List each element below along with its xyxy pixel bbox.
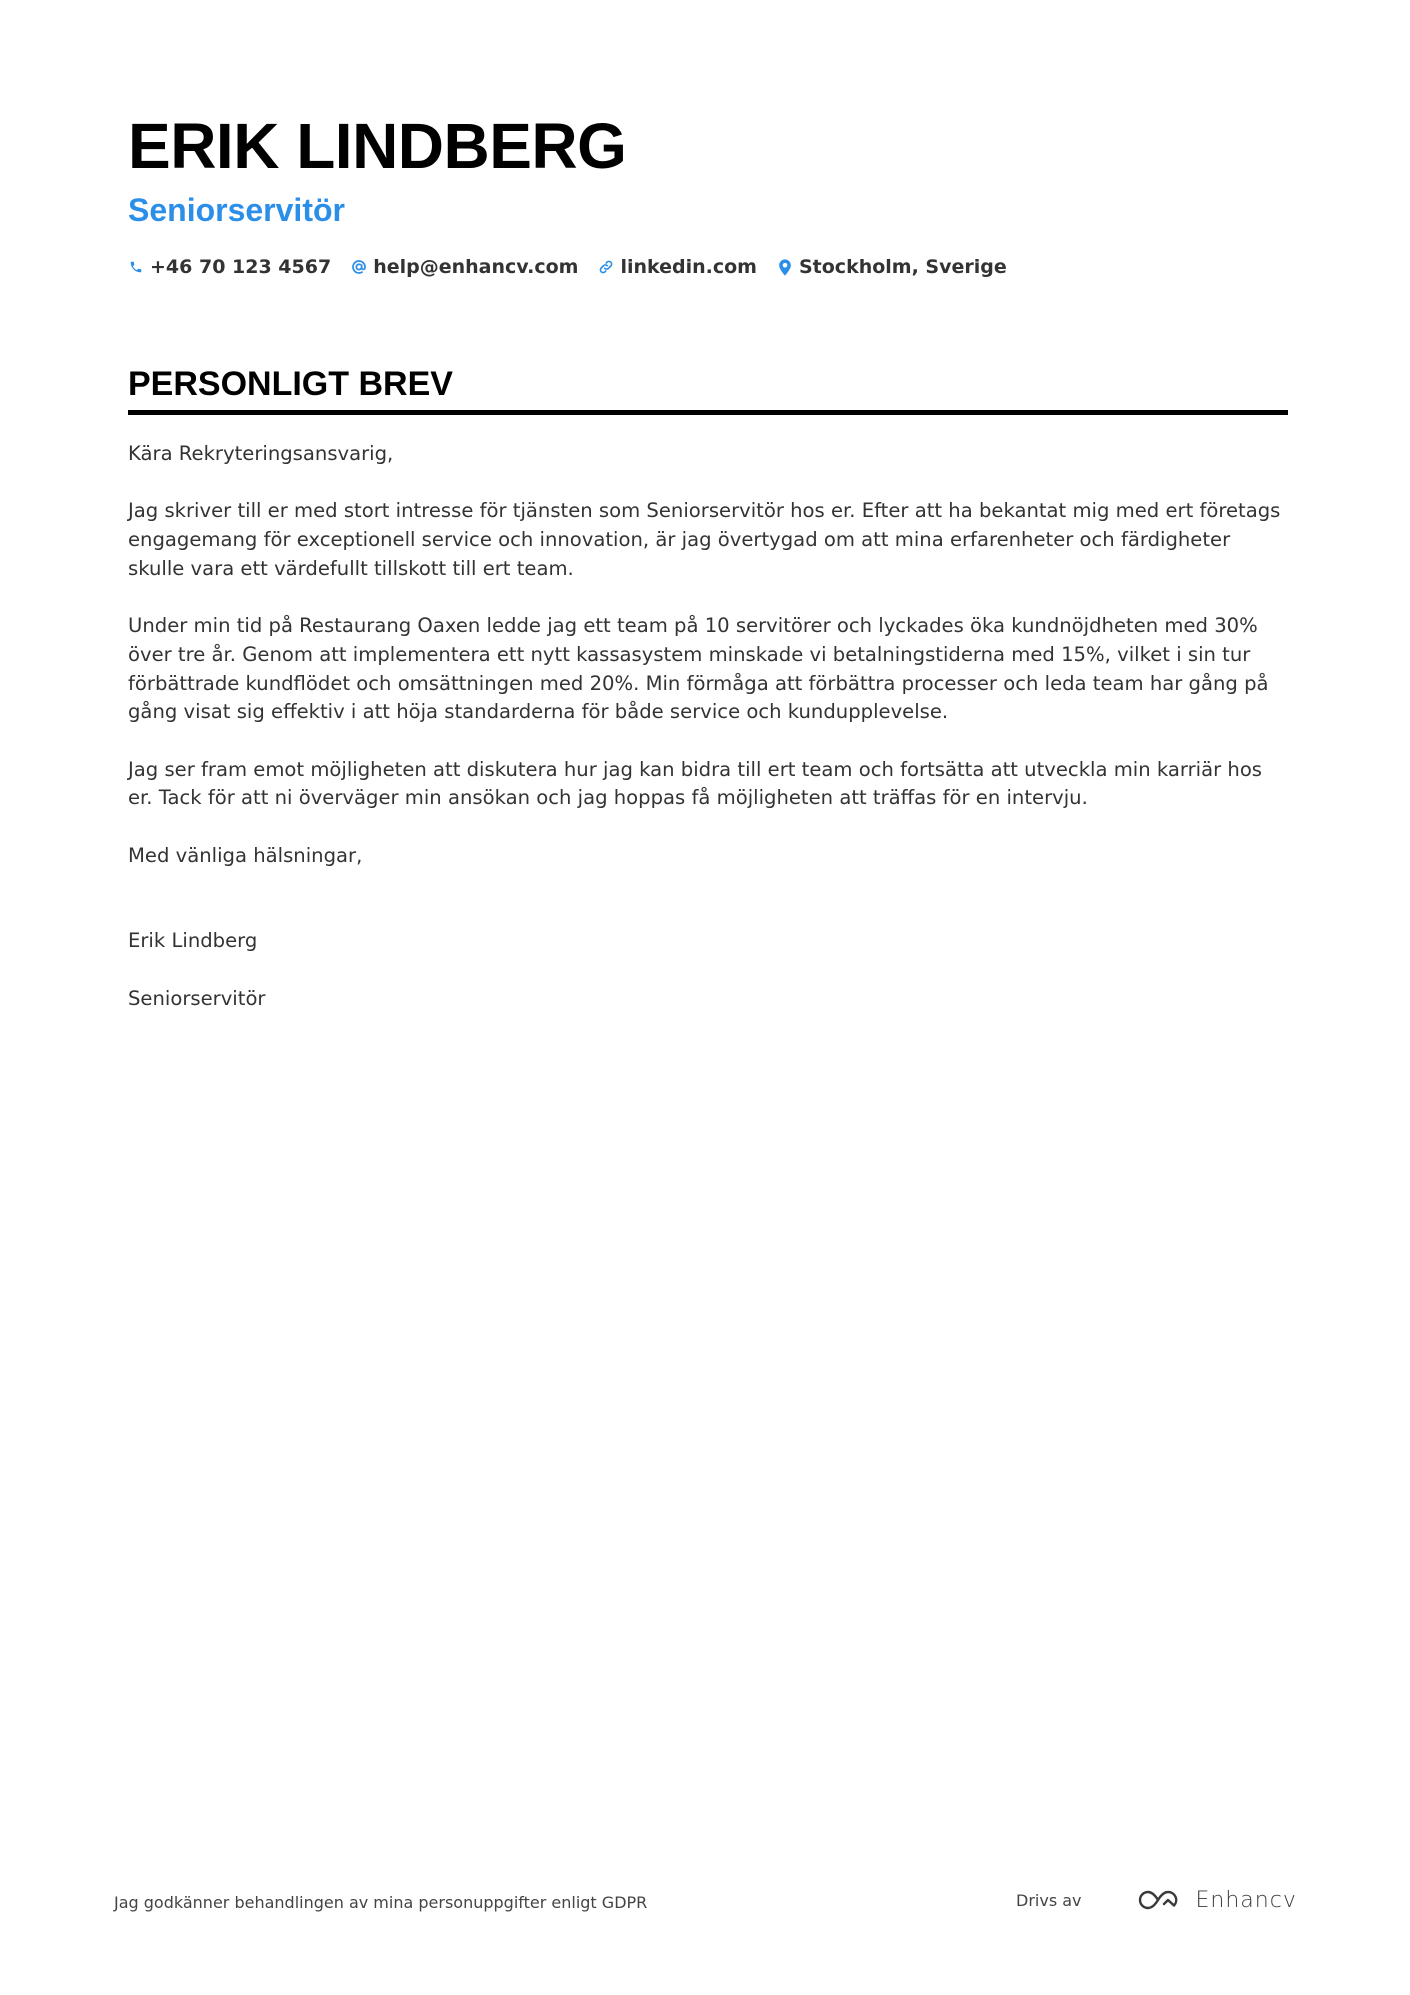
- signature-name: Erik Lindberg: [128, 929, 258, 953]
- applicant-title: Seniorservitör: [128, 192, 345, 228]
- section-divider: [128, 410, 1288, 415]
- phone-icon: [128, 258, 144, 276]
- enhancv-brand-link[interactable]: [1138, 1887, 1297, 1913]
- contact-email-text: help@enhancv.com: [373, 256, 579, 278]
- header: [128, 108, 1288, 282]
- link-icon: [598, 258, 614, 276]
- letter-paragraph-2: Under min tid på Restaurang Oaxen ledde jag ett team på 10 servitörer och lyckades öka kundnöjdheten med 30% över tre år. Genom att implementera ett nytt kassasystem minskade vi betalningstiderna med 15%, vilket i sin tur förbättrade kundflödet och omsättningen med 20%. Min förmåga att förbättra processer och leda team har gång på gång visat sig effektiv i att höja standarderna för både service och kundupplevelse.: [128, 614, 1269, 724]
- gdpr-consent-text: Jag godkänner behandlingen av mina personuppgifter enligt GDPR: [114, 1893, 648, 1912]
- enhancv-brand-name: Enhancv: [1195, 1887, 1297, 1913]
- contact-email: [351, 256, 578, 278]
- at-icon: [351, 258, 367, 276]
- contact-phone-text: +46 70 123 4567: [150, 256, 332, 278]
- contact-location-text: Stockholm, Sverige: [798, 256, 1007, 278]
- letter-paragraph-3: Jag ser fram emot möjligheten att diskutera hur jag kan bidra till ert team och fortsätta att utveckla min karriär hos er. Tack för att ni överväger min ansökan och jag hoppas få möjligheten att träffas för en intervju.: [128, 757, 1263, 810]
- contact-linkedin-text: linkedin.com: [620, 256, 757, 278]
- applicant-name: ERIK LINDBERG: [128, 110, 627, 182]
- contact-phone: [128, 256, 331, 278]
- letter-body: [128, 440, 1288, 1042]
- letter-paragraph-1: Jag skriver till er med stort intresse för tjänsten som Seniorservitör hos er. Efter att ha bekantat mig med ert företags engagemang för exceptionell service och innovation, är jag övertygad om att mina erfarenheter och färdigheter skulle vara ett värdefullt tillskott till ert team.: [128, 499, 1281, 580]
- section-title: PERSONLIGT BREV: [128, 365, 453, 403]
- letter-closing: Med vänliga hälsningar,: [128, 843, 363, 867]
- contact-location: [777, 256, 1007, 278]
- section-heading: [128, 362, 1288, 415]
- powered-by: [1016, 1880, 1297, 1920]
- contact-linkedin: [598, 256, 757, 278]
- enhancv-logo-icon: [1138, 1887, 1184, 1913]
- letter-greeting: Kära Rekryteringsansvarig,: [128, 442, 394, 465]
- contact-row: [128, 252, 1288, 282]
- powered-by-label: Drivs av: [1016, 1890, 1082, 1910]
- location-pin-icon: [777, 258, 793, 276]
- signature-title: Seniorservitör: [128, 986, 266, 1010]
